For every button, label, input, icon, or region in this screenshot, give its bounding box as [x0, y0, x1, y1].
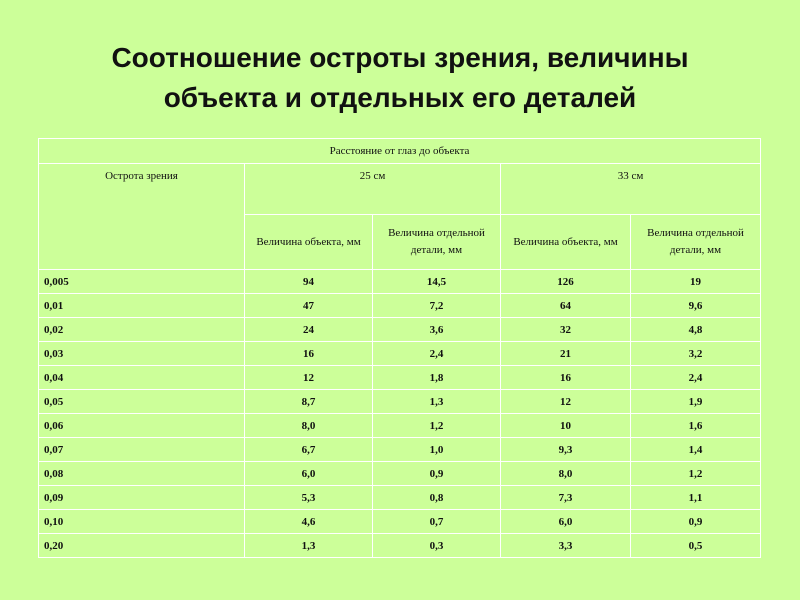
cell-object-size-33: 10	[501, 414, 631, 438]
cell-object-size-33: 16	[501, 366, 631, 390]
cell-detail-size-33: 2,4	[631, 366, 761, 390]
title-line-2: объекта и отдельных его деталей	[163, 82, 637, 113]
header-row-distances	[39, 164, 761, 215]
cell-acuity-value: 0,04	[39, 366, 245, 390]
table-row	[39, 366, 761, 390]
header-row-distance	[39, 139, 761, 164]
cell-object-size-33: 21	[501, 342, 631, 366]
table-row	[39, 414, 761, 438]
table-row	[39, 390, 761, 414]
header-detail-size-33: Величина отдельной детали, мм	[631, 215, 761, 270]
cell-object-size-25: 5,3	[245, 486, 373, 510]
cell-detail-size-25: 1,0	[373, 438, 501, 462]
cell-detail-size-25: 2,4	[373, 342, 501, 366]
cell-acuity-value: 0,06	[39, 414, 245, 438]
table-header	[39, 139, 761, 270]
cell-detail-size-25: 7,2	[373, 294, 501, 318]
cell-detail-size-33: 1,1	[631, 486, 761, 510]
cell-acuity-value: 0,20	[39, 534, 245, 558]
cell-detail-size-33: 19	[631, 270, 761, 294]
cell-object-size-33: 3,3	[501, 534, 631, 558]
cell-object-size-25: 8,0	[245, 414, 373, 438]
header-distance-25: 25 см	[245, 164, 501, 215]
table-row	[39, 438, 761, 462]
cell-detail-size-25: 0,3	[373, 534, 501, 558]
title-line-1: Соотношение остроты зрения, величины	[111, 42, 689, 73]
table-row	[39, 486, 761, 510]
cell-acuity-value: 0,02	[39, 318, 245, 342]
header-object-size-33: Величина объекта, мм	[501, 215, 631, 270]
cell-detail-size-25: 3,6	[373, 318, 501, 342]
cell-detail-size-25: 1,8	[373, 366, 501, 390]
cell-detail-size-25: 0,7	[373, 510, 501, 534]
cell-object-size-25: 4,6	[245, 510, 373, 534]
cell-detail-size-33: 1,2	[631, 462, 761, 486]
table-row	[39, 318, 761, 342]
cell-detail-size-33: 0,9	[631, 510, 761, 534]
cell-object-size-33: 9,3	[501, 438, 631, 462]
cell-object-size-33: 32	[501, 318, 631, 342]
cell-acuity-value: 0,005	[39, 270, 245, 294]
cell-detail-size-25: 1,2	[373, 414, 501, 438]
cell-detail-size-33: 1,9	[631, 390, 761, 414]
cell-object-size-25: 8,7	[245, 390, 373, 414]
header-acuity: Острота зрения	[39, 164, 245, 270]
header-object-size-25: Величина объекта, мм	[245, 215, 373, 270]
cell-detail-size-25: 0,9	[373, 462, 501, 486]
table-row	[39, 510, 761, 534]
cell-object-size-25: 94	[245, 270, 373, 294]
cell-object-size-33: 6,0	[501, 510, 631, 534]
cell-acuity-value: 0,08	[39, 462, 245, 486]
table-row	[39, 342, 761, 366]
cell-detail-size-33: 1,4	[631, 438, 761, 462]
cell-detail-size-33: 1,6	[631, 414, 761, 438]
cell-detail-size-33: 0,5	[631, 534, 761, 558]
slide-title	[0, 38, 800, 118]
cell-object-size-25: 24	[245, 318, 373, 342]
cell-object-size-25: 16	[245, 342, 373, 366]
header-distance: Расстояние от глаз до объекта	[39, 139, 761, 164]
cell-detail-size-33: 3,2	[631, 342, 761, 366]
cell-acuity-value: 0,10	[39, 510, 245, 534]
cell-acuity-value: 0,07	[39, 438, 245, 462]
cell-object-size-33: 8,0	[501, 462, 631, 486]
acuity-table-container	[38, 138, 760, 558]
cell-detail-size-33: 4,8	[631, 318, 761, 342]
table-row	[39, 462, 761, 486]
cell-acuity-value: 0,01	[39, 294, 245, 318]
cell-object-size-25: 1,3	[245, 534, 373, 558]
table-body	[39, 270, 761, 558]
table-row	[39, 270, 761, 294]
cell-object-size-33: 7,3	[501, 486, 631, 510]
acuity-table	[38, 138, 761, 558]
cell-object-size-33: 64	[501, 294, 631, 318]
header-distance-33: 33 см	[501, 164, 761, 215]
cell-object-size-33: 126	[501, 270, 631, 294]
cell-object-size-25: 12	[245, 366, 373, 390]
cell-detail-size-25: 1,3	[373, 390, 501, 414]
table-row	[39, 294, 761, 318]
cell-acuity-value: 0,09	[39, 486, 245, 510]
header-detail-size-25: Величина отдельной детали, мм	[373, 215, 501, 270]
table-row	[39, 534, 761, 558]
cell-object-size-33: 12	[501, 390, 631, 414]
cell-acuity-value: 0,05	[39, 390, 245, 414]
cell-detail-size-25: 0,8	[373, 486, 501, 510]
cell-object-size-25: 6,7	[245, 438, 373, 462]
cell-object-size-25: 6,0	[245, 462, 373, 486]
cell-detail-size-25: 14,5	[373, 270, 501, 294]
cell-acuity-value: 0,03	[39, 342, 245, 366]
cell-detail-size-33: 9,6	[631, 294, 761, 318]
cell-object-size-25: 47	[245, 294, 373, 318]
